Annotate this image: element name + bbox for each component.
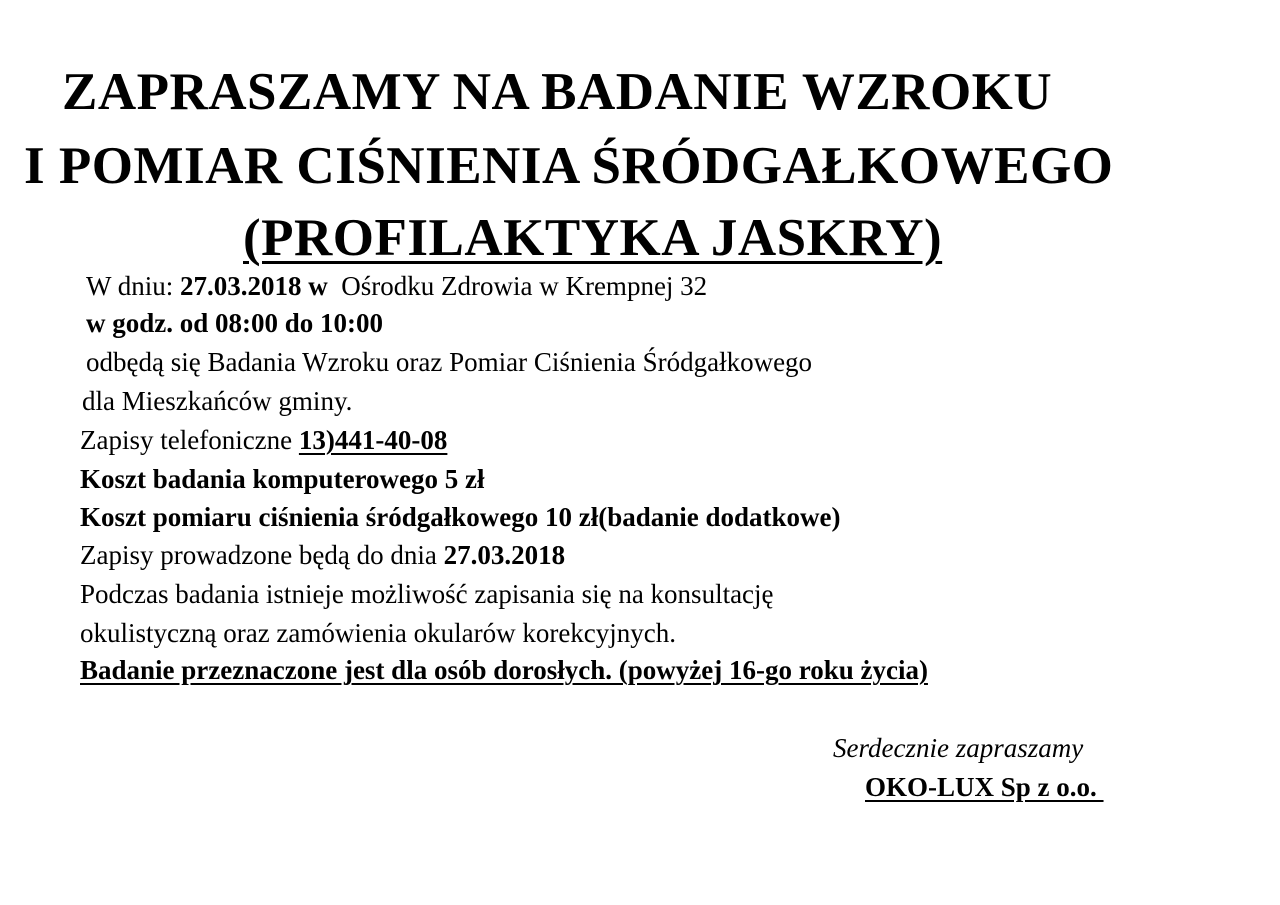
registration-prefix: Zapisy prowadzone będą do dnia [80,540,444,570]
phone-prefix: Zapisy telefoniczne [80,425,299,455]
closing-greeting: Serdecznie zapraszamy [833,733,1084,763]
event-date: 27.03.2018 w [180,271,328,301]
event-hours: w godz. od 08:00 do 10:00 [86,308,384,338]
registration-date: 27.03.2018 [443,540,566,570]
adults-line: Badanie przeznaczone jest dla osób dorosłych. (powyżej 16-go roku życia) [80,655,928,685]
cost-pressure: Koszt pomiaru ciśnienia śródgałkowego 10 zł(badanie dodatkowe) [80,502,841,532]
phone-line [80,423,447,457]
date-prefix: W dniu: [86,271,180,301]
phone-number: 13)441-40-08 [298,425,448,455]
cost-computer: Koszt badania komputerowego 5 zł [80,464,485,494]
registration-line [80,538,565,572]
consult-line-1: Podczas badania istnieje możliwość zapisania się na konsultację [80,579,774,609]
date-location-line [86,269,707,303]
heading-line-3: (PROFILAKTYKA JASKRY) [243,209,943,267]
company-name: OKO-LUX Sp z o.o. [865,772,1104,802]
event-location: Ośrodku Zdrowia w Krempnej 32 [327,271,708,301]
heading-line-1: ZAPRASZAMY NA BADANIE WZROKU [62,63,1053,121]
consult-line-2: okulistyczną oraz zamówienia okularów korekcyjnych. [80,618,677,648]
heading-line-2: I POMIAR CIŚNIENIA ŚRÓDGAŁKOWEGO [24,137,1114,195]
residents-line: dla Mieszkańców gminy. [82,386,353,416]
exams-line: odbędą się Badania Wzroku oraz Pomiar Ciśnienia Śródgałkowego [86,347,813,377]
